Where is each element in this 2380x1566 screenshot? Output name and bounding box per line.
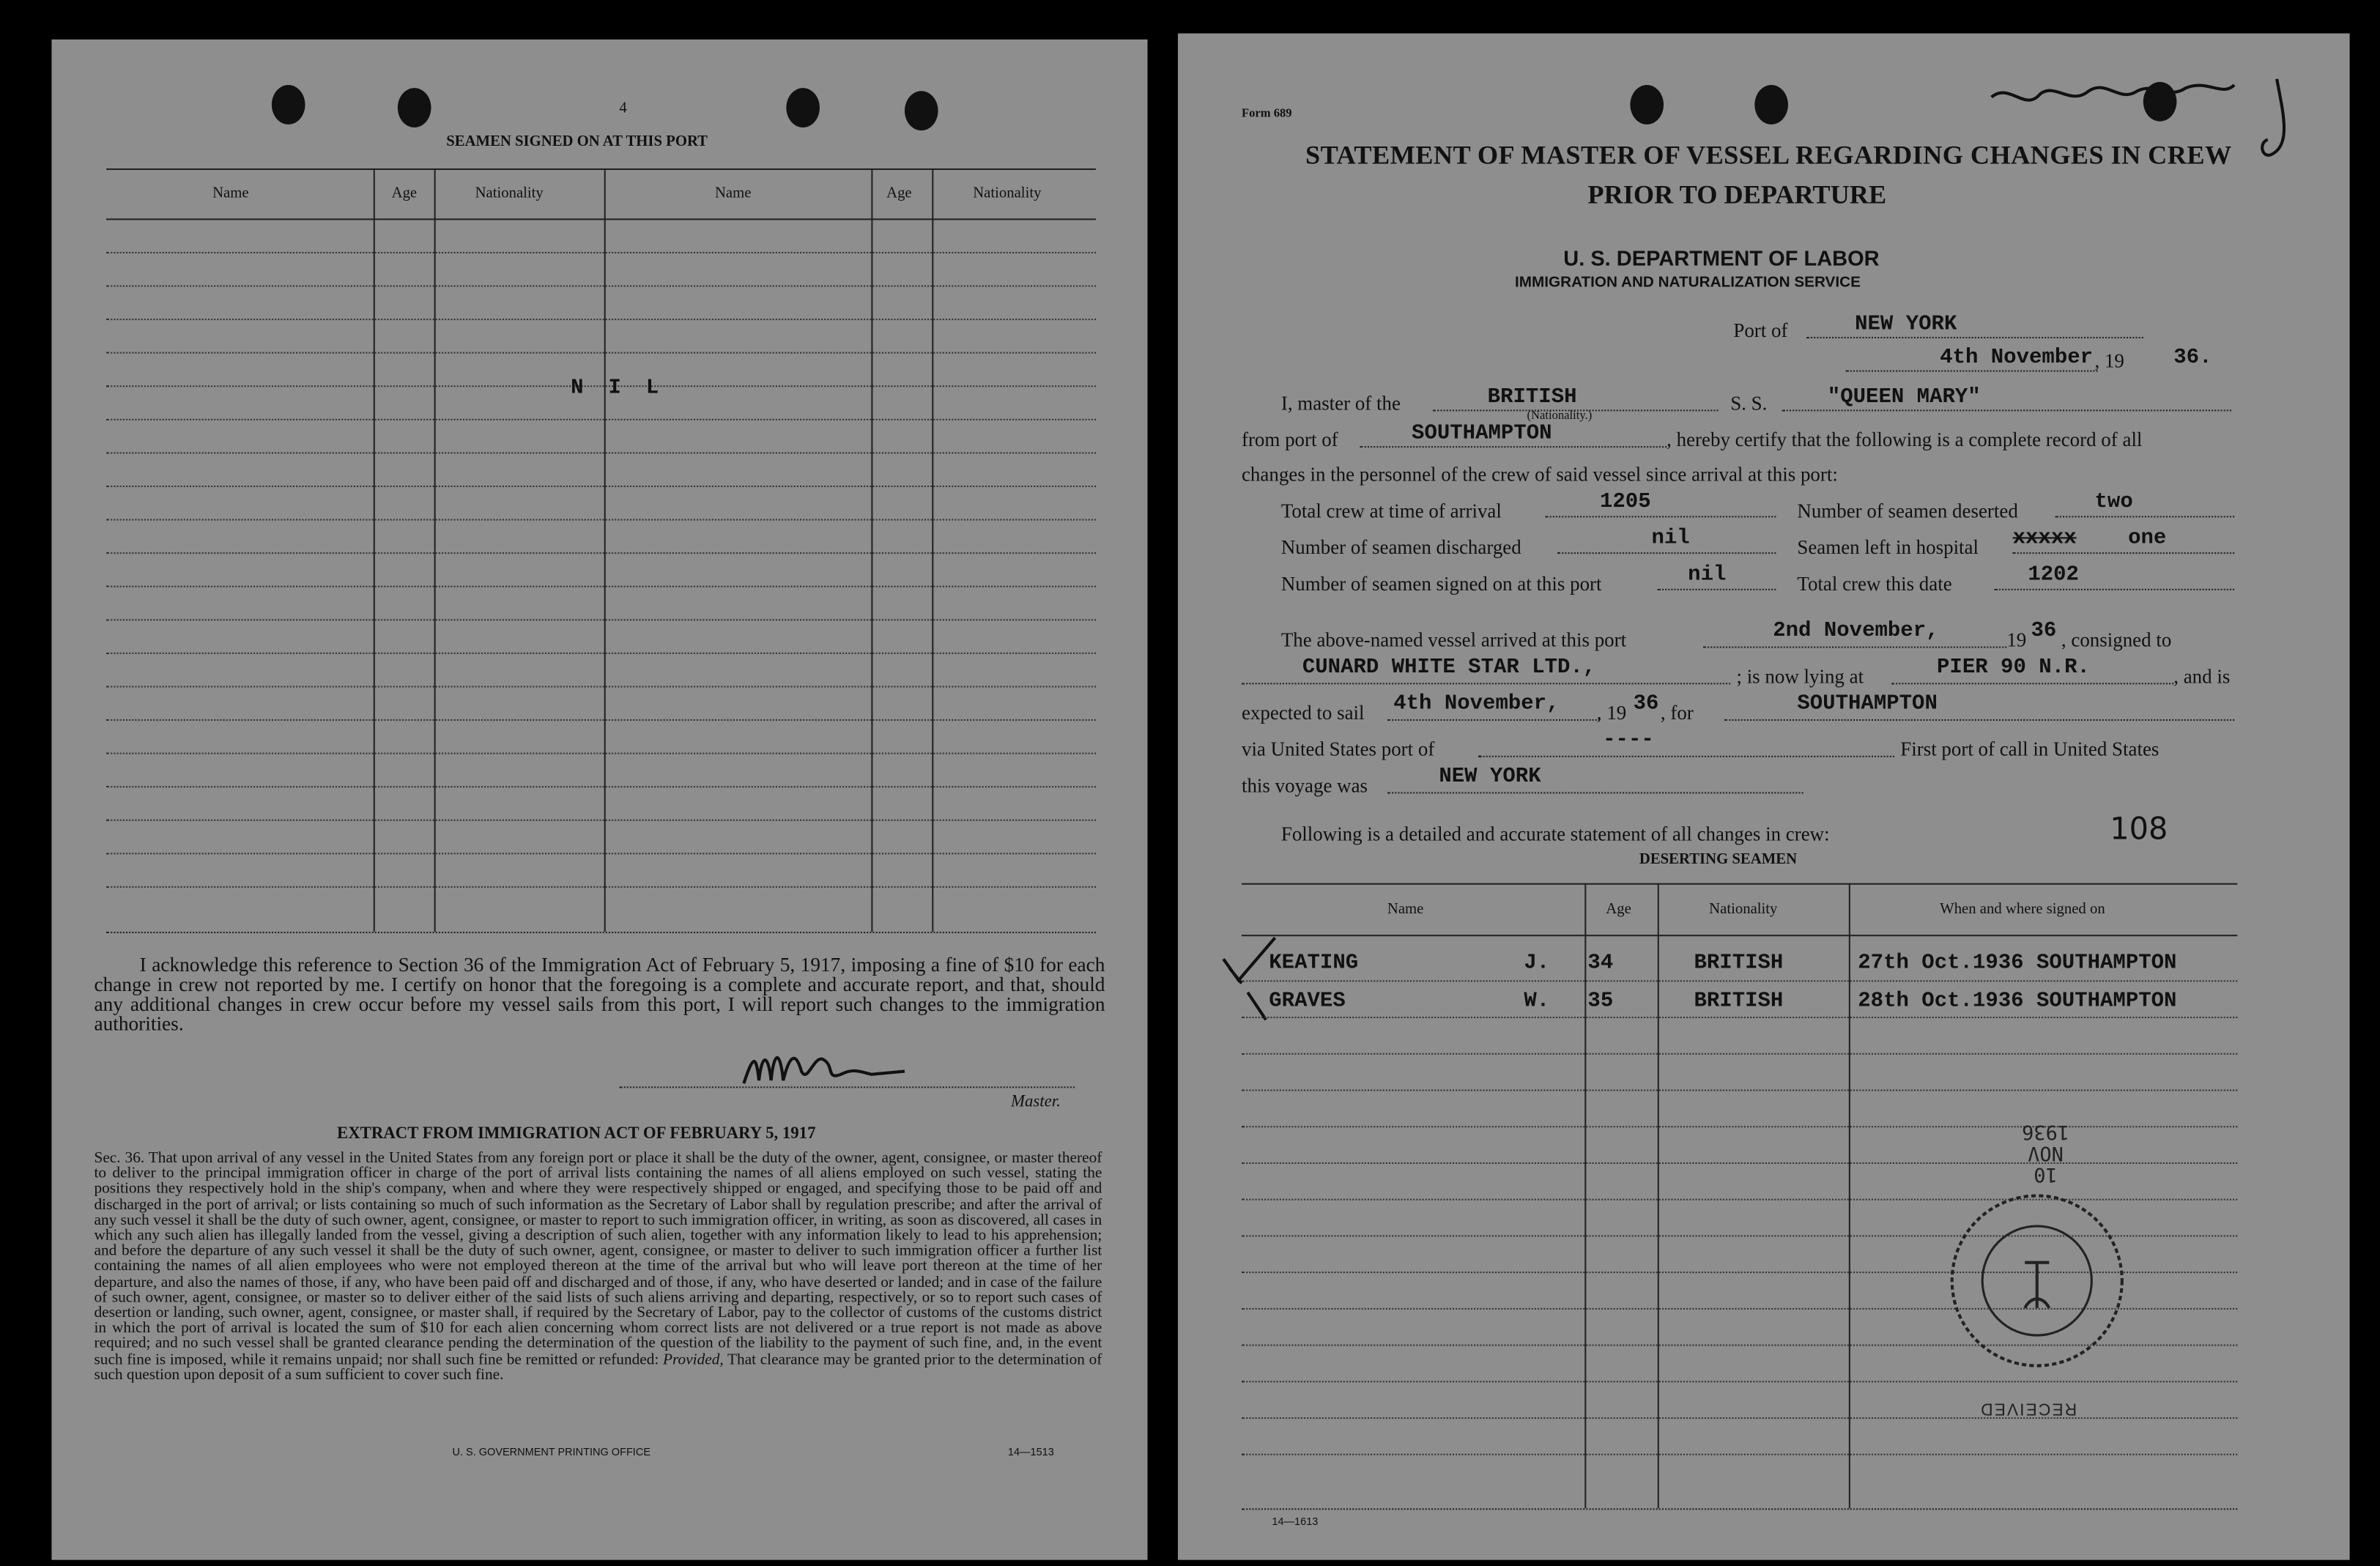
initial-cell: W. xyxy=(1524,989,1550,1014)
extract-title: EXTRACT FROM IMMIGRATION ACT OF FEBRUARY 5, 1917 xyxy=(337,1124,816,1143)
total-crew-arrival-label: Total crew at time of arrival xyxy=(1280,499,1502,522)
arrived-year: 36 xyxy=(2031,619,2057,644)
printer-credit: U. S. GOVERNMENT PRINTING OFFICE xyxy=(452,1447,650,1458)
punch-hole xyxy=(398,88,431,127)
lying-label: ; is now lying at xyxy=(1736,664,1864,688)
master-label: Master. xyxy=(1011,1092,1061,1111)
received-stamp-text: RECEIVED xyxy=(1979,1399,2077,1417)
port-label: Port of xyxy=(1733,319,1788,342)
nil-entry: N I L xyxy=(571,376,665,401)
right-page xyxy=(1178,34,2350,1560)
from-port-value: SOUTHAMPTON xyxy=(1412,421,1552,447)
column-header: Name xyxy=(714,185,752,202)
stamp-day: 10 xyxy=(2034,1162,2058,1185)
surname-cell: GRAVES xyxy=(1269,989,1346,1014)
arrived-year-prefix: 19 xyxy=(2006,628,2027,651)
consigned-label: , consigned to xyxy=(2061,628,2172,651)
nationality-caption: (Nationality.) xyxy=(1527,408,1593,422)
lying-value: PIER 90 N.R. xyxy=(1936,655,2090,680)
department: U. S. DEPARTMENT OF LABOR xyxy=(1563,245,1880,270)
following-label: Following is a detailed and accurate statement of all changes in crew: xyxy=(1280,822,1830,845)
master-label: I, master of the xyxy=(1280,391,1401,415)
date-prefix: , 19 xyxy=(2094,349,2124,372)
hospital-value: one xyxy=(2128,526,2167,552)
from-port-label: from port of xyxy=(1241,428,1338,451)
page-number: 4 xyxy=(619,100,627,117)
hospital-struck: xxxxx xyxy=(2012,526,2077,552)
form-code: 14—1513 xyxy=(1007,1447,1054,1458)
signed-on-cell: 27th Oct.1936 SOUTHAMPTON xyxy=(1858,951,2177,976)
svg-text:Queen Mary: Queen Mary xyxy=(2009,127,2017,129)
form-title-line1: STATEMENT OF MASTER OF VESSEL REGARDING CHANGES IN CREW xyxy=(1305,139,2232,171)
master-signature xyxy=(735,1041,917,1096)
column-header: Age xyxy=(1606,901,1631,919)
date-value: 4th November xyxy=(1940,346,2094,371)
column-header: Nationality xyxy=(973,185,1042,202)
punch-hole xyxy=(272,85,305,125)
column-header: Name xyxy=(1387,901,1424,919)
expected-year: 36 xyxy=(1633,691,1659,716)
column-header: Age xyxy=(886,185,912,202)
nationality-value: BRITISH xyxy=(1487,385,1577,410)
via-value: ---- xyxy=(1603,728,1654,753)
arrived-value: 2nd November, xyxy=(1773,619,1939,644)
age-cell: 35 xyxy=(1587,989,1614,1014)
check-mark-icon xyxy=(1215,932,1305,1023)
stamp-year: 1936 xyxy=(2022,1119,2069,1143)
section-36-text xyxy=(94,1151,1102,1384)
left-page xyxy=(51,40,1147,1560)
column-header: Nationality xyxy=(1709,901,1778,919)
signed-on-value: nil xyxy=(1688,563,1727,587)
expected-year-prefix: , 19 xyxy=(1596,701,1627,724)
expected-label: expected to sail xyxy=(1241,701,1365,724)
ss-label: S. S. xyxy=(1730,391,1768,415)
changes-text: changes in the personnel of the crew of said vessel since arrival at this port: xyxy=(1241,462,1838,486)
nationality-cell: BRITISH xyxy=(1694,951,1784,976)
signed-on-cell: 28th Oct.1936 SOUTHAMPTON xyxy=(1858,989,2177,1014)
deserted-value: two xyxy=(2094,490,2133,515)
punch-hole xyxy=(1630,85,1664,125)
total-crew-date-value: 1202 xyxy=(2028,563,2079,587)
date-stamp xyxy=(2022,1120,2069,1184)
column-header: Name xyxy=(212,185,249,202)
column-header: When and where signed on xyxy=(1940,901,2105,919)
form-number: Form 689 xyxy=(1241,106,1292,120)
nationality-cell: BRITISH xyxy=(1694,989,1784,1014)
acknowledgement-text: I acknowledge this reference to Section 36 of the Immigration Act of February 5, 1917, imposing a fine of $10 for each change in crew not reported by me. I certify on honor that the foregoing is a complete and accurate report, and that, should any additional changes in crew occur before my vessel sails from this port, I will report such changes to the immigration authorities. xyxy=(94,953,1105,1035)
deserting-seamen-title: DESERTING SEAMEN xyxy=(1639,851,1798,869)
service: IMMIGRATION AND NATURALIZATION SERVICE xyxy=(1514,274,1861,292)
for-value: SOUTHAMPTON xyxy=(1797,691,1938,716)
total-crew-date-label: Total crew this date xyxy=(1797,572,1952,595)
hospital-label: Seamen left in hospital xyxy=(1797,535,1979,559)
form-title-line2: PRIOR TO DEPARTURE xyxy=(1587,179,1887,209)
surname-cell: KEATING xyxy=(1269,951,1359,976)
voyage-value: NEW YORK xyxy=(1439,765,1541,790)
punch-hole xyxy=(786,88,820,127)
initial-cell: J. xyxy=(1524,951,1550,976)
deserted-label: Number of seamen deserted xyxy=(1797,499,2018,522)
seamen-signed-on-title: SEAMEN SIGNED ON AT THIS PORT xyxy=(446,133,708,151)
handwritten-number: 108 xyxy=(2110,810,2168,847)
provided-body: That clearance may be granted prior to the determination of such question upon deposit of a sum sufficient to cover such fine. xyxy=(94,1351,1102,1384)
punch-hole xyxy=(905,91,938,130)
first-port-label: First port of call in United States xyxy=(1900,737,2160,760)
column-header: Nationality xyxy=(475,185,544,202)
and-is-label: , and is xyxy=(2173,664,2231,688)
consignee-value: CUNARD WHITE STAR LTD., xyxy=(1302,655,1596,680)
for-label: , for xyxy=(1660,701,1694,724)
column-header: Age xyxy=(391,185,418,202)
stamp-month: NOV xyxy=(2028,1140,2064,1164)
port-value: NEW YORK xyxy=(1855,312,1957,337)
arrived-label: The above-named vessel arrived at this port xyxy=(1280,628,1627,651)
signed-on-label: Number of seamen signed on at this port xyxy=(1280,572,1602,595)
date-year: 36. xyxy=(2173,346,2212,371)
expected-value: 4th November, xyxy=(1393,691,1560,716)
punch-hole xyxy=(1754,85,1788,125)
via-label: via United States port of xyxy=(1241,737,1435,760)
certify-text: , hereby certify that the following is a complete record of all xyxy=(1667,428,2143,451)
section-label: Sec. 36. xyxy=(94,1150,145,1168)
received-stamp-seal xyxy=(1934,1187,2146,1384)
total-crew-arrival-value: 1205 xyxy=(1599,490,1651,515)
form-code: 14—1613 xyxy=(1272,1517,1319,1529)
ship-value: "QUEEN MARY" xyxy=(1827,385,1981,410)
age-cell: 34 xyxy=(1587,951,1614,976)
provided-label: Provided, xyxy=(662,1351,724,1368)
discharged-value: nil xyxy=(1651,526,1690,552)
voyage-label: this voyage was xyxy=(1241,773,1368,797)
section-body: That upon arrival of any vessel in the United States from any foreign port or place it shall be the duty of the owner, agent, consignee, or master thereof to deliver to the principal immigration officer in charge of the port of arrival lists containing the names of all aliens employed on such vessel, stating the positions they respectively hold in the ship's company, when and where they were respectively shipped or engaged, and specifying those to be paid off and discharged in the port of arrival; or lists containing so much of such information as the Secretary of Labor shall by regulation prescribe; and after the arrival of any such vessel it shall be the duty of such owner, agent, consignee, or master to report to such immigration officer, in writing, as soon as discovered, all cases in which any such alien has illegally landed from the vessel, giving a description of such alien, together with any information likely to lead to his apprehension; and before the departure of any such vessel it shall be the duty of such owner, agent, consignee, or master to deliver to such immigration officer a further list containing the names of all alien employees who were not employed thereon at the time of the arrival but who will leave port thereon at the time of her departure, and also the names of those, if any, who have been paid off and discharged and of those, if any, who have deserted or landed; and in case of the failure of such owner, agent, consignee, or master so to deliver either of the said lists of such aliens arriving and departing, respectively, or so to report such cases of desertion or landing, such owner, agent, consignee, or master shall, if required by the Secretary of Labor, pay to the collector of customs of the customs district in which the port of arrival is located the sum of $10 for each alien concerning whom correct lists are not delivered or a true report is not made as above required; and no such vessel shall be granted clearance pending the determination of the question of the liability to the payment of such fine, and, in the event such fine is imposed, while it remains unpaid; nor shall such fine be remitted or refunded: xyxy=(94,1150,1102,1368)
discharged-label: Number of seamen discharged xyxy=(1280,535,1521,559)
